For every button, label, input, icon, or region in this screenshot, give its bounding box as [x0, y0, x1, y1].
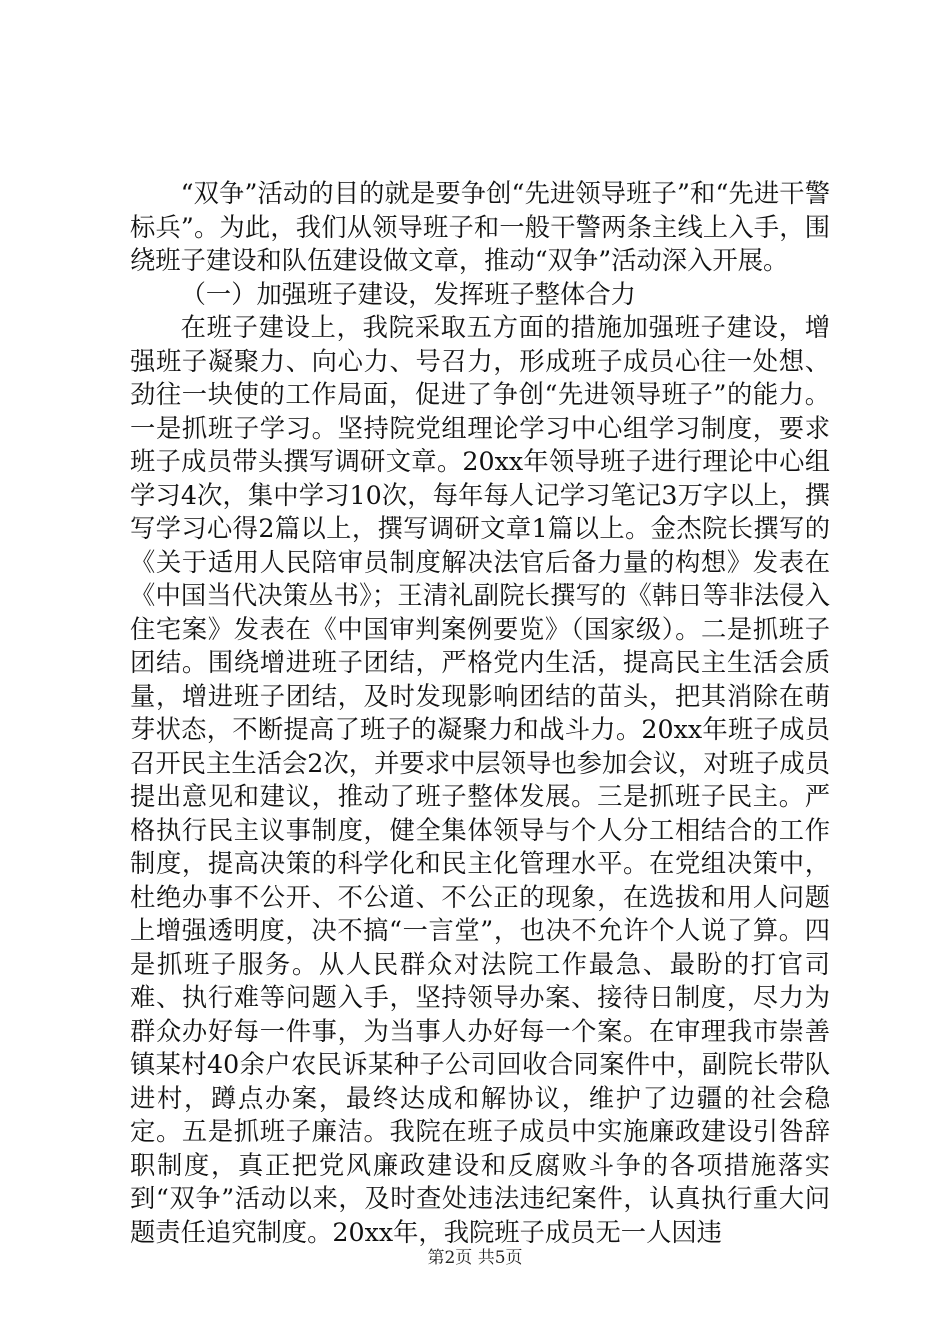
paragraph-intro: “双争”活动的目的就是要争创“先进领导班子”和“先进干警标兵”。为此，我们从领导班子和一般干警两条主线上入手，围绕班子建设和队伍建设做文章，推动“双争”活动深入开展。	[130, 179, 830, 275]
section-heading: （一）加强班子建设，发挥班子整体合力	[180, 279, 636, 309]
document-body	[130, 177, 830, 1249]
paragraph-team-building: 在班子建设上，我院采取五方面的措施加强班子建设，增强班子凝聚力、向心力、号召力，形成班子成员心往一处想、劲往一块使的工作局面，促进了争创“先进领导班子”的能力。一是抓班子学习。坚持院党组理论学习中心组学习制度，要求班子成员带头撰写调研文章。20xx年领导班子进行理论中心组学习4次，集中学习10次，每年每人记学习笔记3万字以上，撰写学习心得2篇以上，撰写调研文章1篇以上。金杰院长撰写的《关于适用人民陪审员制度解决法官后备力量的构想》发表在《中国当代决策丛书》；王清礼副院长撰写的《韩日等非法侵入住宅案》发表在《中国审判案例要览》（国家级）。二是抓班子团结。围绕增进班子团结，严格党内生活，提高民主生活会质量，增进班子团结，及时发现影响团结的苗头，把其消除在萌芽状态，不断提高了班子的凝聚力和战斗力。20xx年班子成员召开民主生活会2次，并要求中层领导也参加会议，对班子成员提出意见和建议，推动了班子整体发展。三是抓班子民主。严格执行民主议事制度，健全集体领导与个人分工相结合的工作制度，提高决策的科学化和民主化管理水平。在党组决策中，杜绝办事不公开、不公道、不公正的现象，在选拔和用人问题上增强透明度，决不搞“一言堂”，也决不允许个人说了算。四是抓班子服务。从人民群众对法院工作最急、最盼的打官司难、执行难等问题入手，坚持领导办案、接待日制度，尽力为群众办好每一件事，为当事人办好每一个案。在审理我市崇善镇某村40余户农民诉某种子公司回收合同案件中，副院长带队进村，蹲点办案，最终达成和解协议，维护了边疆的社会稳定。五是抓班子廉洁。我院在班子成员中实施廉政建设引咎辞职制度，真正把党风廉政建设和反腐败斗争的各项措施落实到“双争”活动以来，及时查处违法违纪案件，认真执行重大问题责任追究制度。20xx年，我院班子成员无一人因违	[130, 313, 830, 1247]
page-footer: 第2页 共5页	[427, 1248, 523, 1268]
